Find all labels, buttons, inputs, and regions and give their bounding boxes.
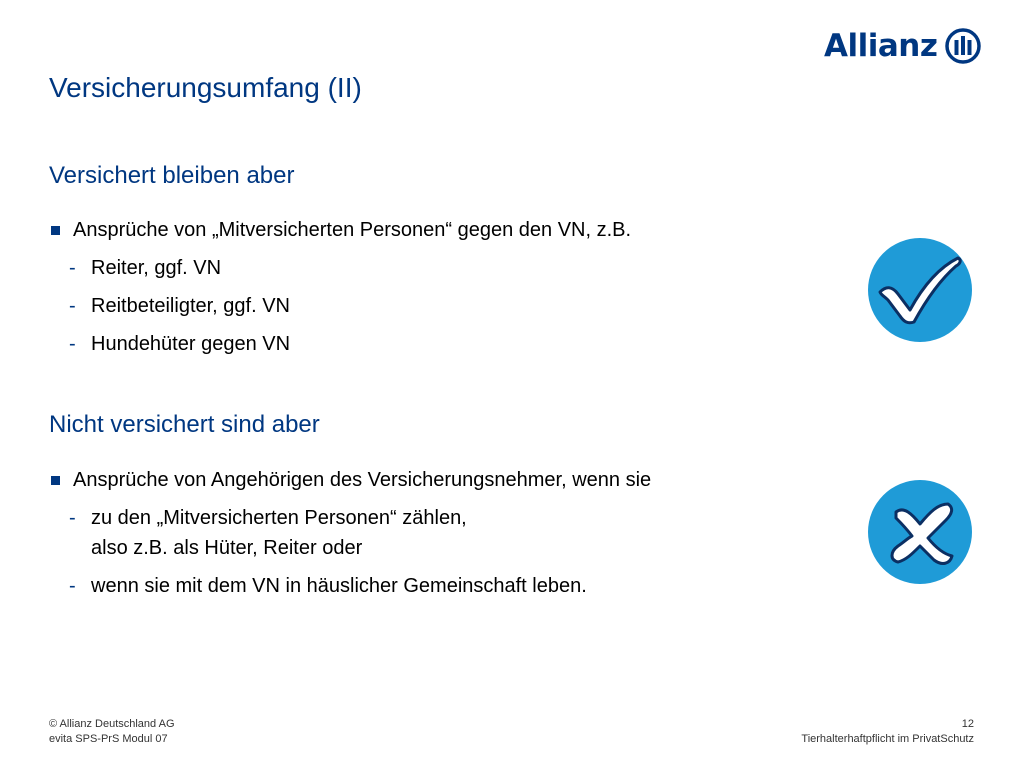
dash-bullet: - (69, 295, 76, 317)
section-heading-not-insured: Nicht versichert sind aber (49, 411, 320, 438)
bullet-text: Ansprüche von Angehörigen des Versicherungsnehmer, wenn sie (73, 469, 652, 491)
sub-item-line: zu den „Mitversicherten Personen“ zählen, (91, 507, 467, 529)
module-text: evita SPS-PrS Modul 07 (49, 733, 168, 745)
topic-text: Tierhalterhaftpflicht im PrivatSchutz (801, 733, 974, 745)
section-heading-insured: Versichert bleiben aber (49, 162, 295, 189)
sub-list-item (49, 249, 839, 287)
dash-bullet: - (69, 257, 76, 279)
footer-left (49, 717, 175, 747)
allianz-eagle-icon (945, 28, 981, 64)
bullet-text: Ansprüche von „Mitversicherten Personen“ gegen den VN, z.B. (73, 219, 632, 241)
sub-list-item (49, 325, 839, 363)
sub-item-text: Reiter, ggf. VN (91, 257, 222, 279)
cross-icon (868, 480, 972, 584)
list-item (49, 461, 839, 499)
copyright-text: © Allianz Deutschland AG (49, 718, 175, 730)
sub-item-text: Hundehüter gegen VN (91, 333, 291, 355)
check-icon (868, 238, 972, 342)
sub-item-text: wenn sie mit dem VN in häuslicher Gemeinschaft leben. (91, 575, 587, 597)
dash-bullet: - (69, 507, 76, 529)
list-item (49, 211, 839, 249)
footer-right (801, 717, 974, 747)
allianz-logo (824, 28, 981, 64)
insured-list (49, 211, 839, 363)
brand-name: Allianz (824, 28, 938, 64)
dash-bullet: - (69, 333, 76, 355)
sub-list-item (49, 499, 839, 567)
sub-list-item (49, 287, 839, 325)
bullet-square-icon (51, 476, 60, 485)
sub-item-text: Reitbeteiligter, ggf. VN (91, 295, 290, 317)
not-insured-list (49, 461, 839, 605)
page-title: Versicherungsumfang (II) (49, 72, 362, 103)
page-number: 12 (961, 718, 974, 730)
bullet-square-icon (51, 226, 60, 235)
dash-bullet: - (69, 575, 76, 597)
sub-item-text (91, 499, 467, 567)
sub-item-line: also z.B. als Hüter, Reiter oder (91, 537, 363, 559)
sub-list-item (49, 567, 839, 605)
